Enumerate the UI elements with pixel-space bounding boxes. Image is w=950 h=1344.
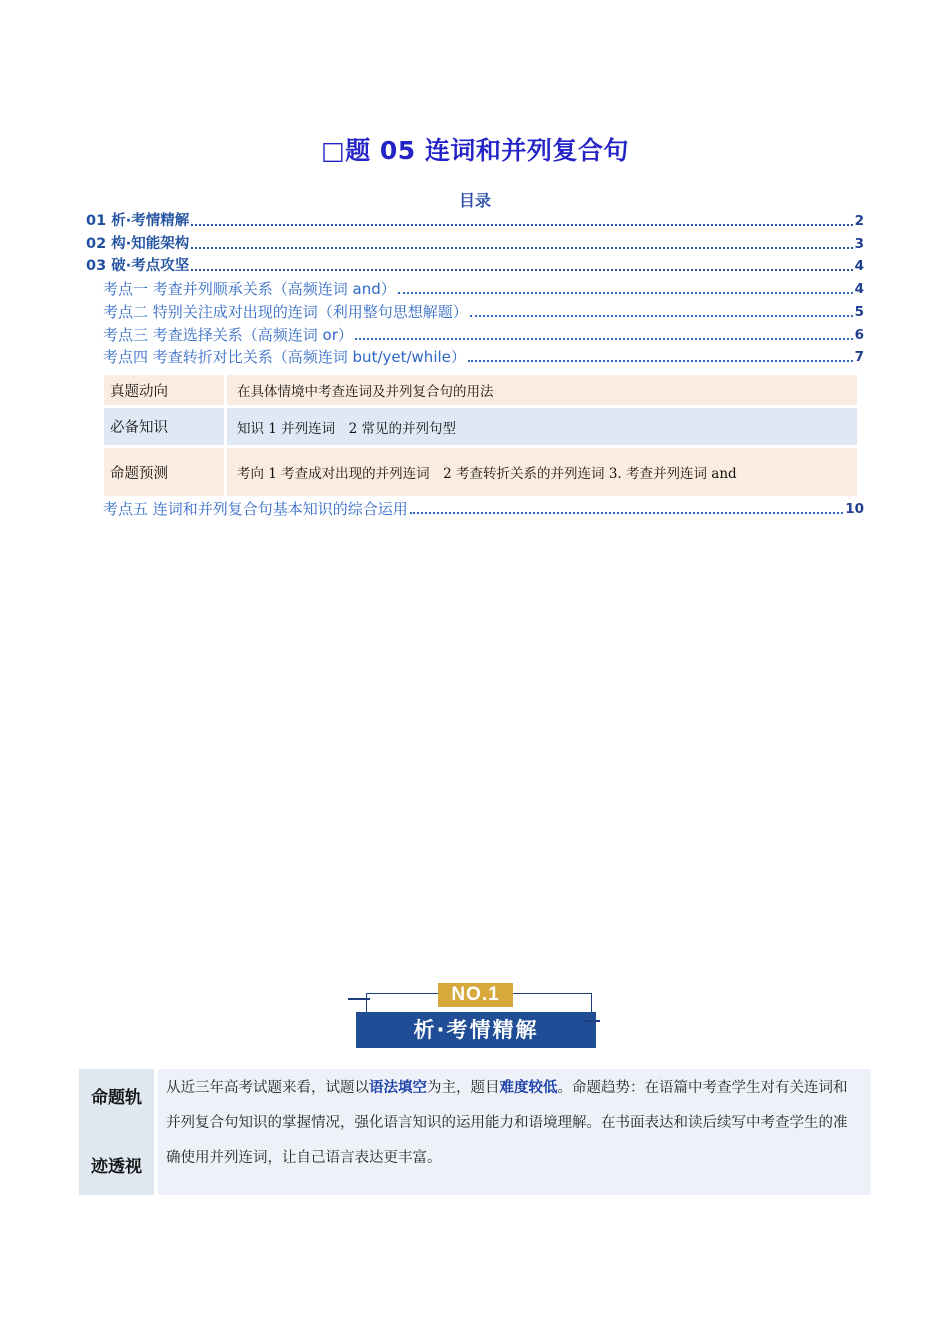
table-key-cell: 真题动向 (104, 375, 227, 405)
analysis-text (158, 1069, 871, 1195)
toc-leader (398, 282, 853, 294)
toc-entry[interactable] (86, 234, 864, 254)
highlight-text: 语法填空 (369, 1080, 427, 1096)
toc-page-number: 6 (854, 327, 864, 343)
toc-heading: 目录 (458, 191, 491, 210)
table-value-cell: 知识 1 并列连词 2 常见的并列句型 (227, 408, 857, 445)
toc-leader (191, 237, 852, 249)
toc-page-number: 7 (854, 349, 864, 365)
table-value-cell: 考向 1 考查成对出现的并列连词 2 考查转折关系的并列连词 3. 考查并列连词 and (227, 448, 857, 496)
table-key-cell: 命题预测 (104, 448, 227, 496)
toc-leader (191, 259, 852, 271)
toc-subentry[interactable] (103, 279, 864, 299)
toc-entry-label: 考点三 考查选择关系（高频连词 or） (103, 326, 353, 344)
table-value-cell: 在具体情境中考查连词及并列复合句的用法 (227, 375, 857, 405)
analysis-text-part: 为主，题目 (427, 1080, 500, 1096)
analysis-label-bottom: 迹透视 (91, 1157, 142, 1177)
section-number: NO.1 (438, 983, 513, 1007)
analysis-label-top: 命题轨 (91, 1088, 142, 1108)
toc-leader (191, 214, 852, 226)
document-title: □题 05 连词和并列复合句 (321, 136, 629, 165)
toc-subentry[interactable] (103, 302, 864, 322)
toc-leader (470, 305, 853, 317)
highlight-text: 难度较低 (499, 1080, 558, 1096)
toc-page-number: 3 (854, 236, 864, 252)
toc-entry[interactable] (86, 211, 864, 231)
toc-entry-label: 考点一 考查并列顺承关系（高频连词 and） (103, 280, 396, 298)
toc-subentry[interactable] (103, 325, 864, 345)
analysis-text-part: 从近三年高考试题来看，试题以 (166, 1080, 369, 1096)
toc-entry-label: 考点五 连词和并列复合句基本知识的综合运用 (103, 500, 408, 518)
toc-page-number: 4 (854, 258, 864, 274)
toc-entry-label: 考点二 特别关注成对出现的连词（利用整句思想解题） (103, 303, 468, 321)
table-row (104, 375, 857, 405)
toc-leader (410, 502, 843, 514)
toc-entry-label: 01 析·考情精解 (86, 213, 190, 229)
toc-page-number: 5 (854, 304, 864, 320)
toc-entry-label: 02 构·知能架构 (86, 236, 190, 252)
toc-subentry[interactable] (103, 499, 864, 519)
table-row (104, 408, 857, 445)
toc-leader (468, 350, 853, 362)
badge-decoration (584, 1020, 600, 1022)
section-badge (348, 983, 602, 1051)
toc-entry-label: 考点四 考查转折对比关系（高频连词 but/yet/while） (103, 348, 466, 366)
table-row (104, 448, 857, 496)
toc-subentry[interactable] (103, 347, 864, 367)
analysis-label (79, 1069, 154, 1195)
toc-entry[interactable] (86, 256, 864, 276)
exam-info-table (104, 372, 857, 499)
analysis-box (79, 1069, 871, 1195)
toc-leader (355, 328, 853, 340)
toc-page-number: 10 (845, 501, 864, 517)
analysis-text-part: 。命题趋势：在语篇中考查学生对有关连词和并列复合句知识的掌握情况，强化语言知识的运用能力和语境理解。在书面表达和读后续写中考查学生的准确使用并列连词，让自己语言表达更丰富。 (166, 1080, 848, 1166)
section-title: 析·考情精解 (356, 1012, 596, 1048)
table-key-cell: 必备知识 (104, 408, 227, 445)
toc-entry-label: 03 破·考点攻坚 (86, 258, 190, 274)
toc-page-number: 2 (854, 213, 864, 229)
toc-page-number: 4 (854, 281, 864, 297)
